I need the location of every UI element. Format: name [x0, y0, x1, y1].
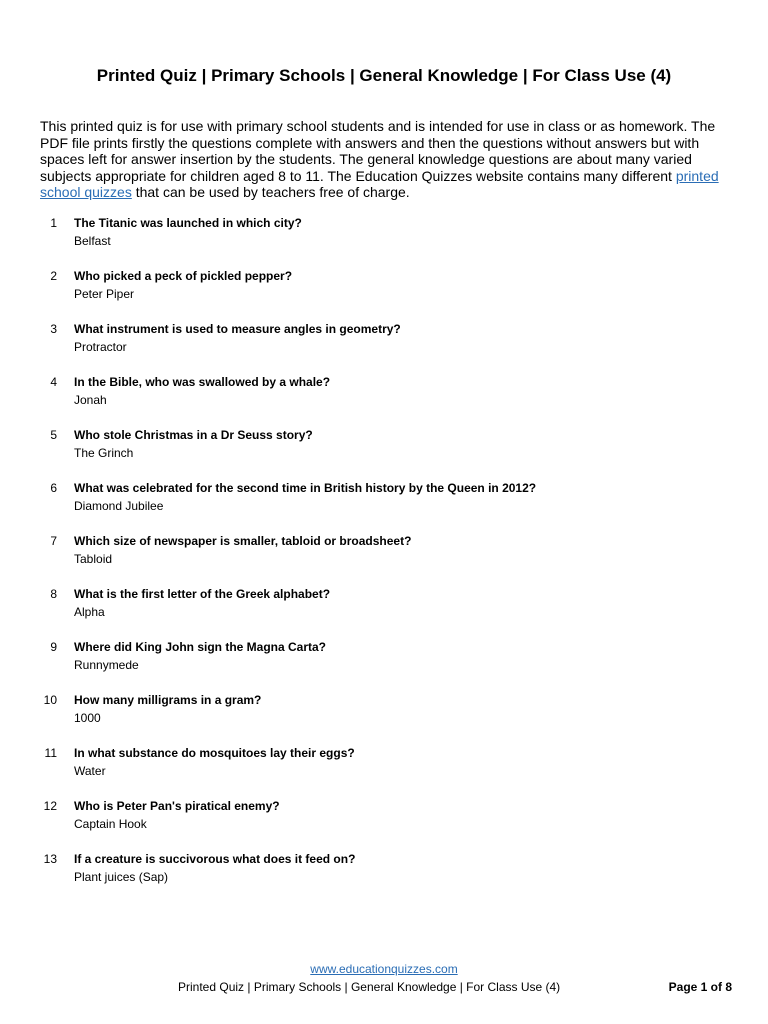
question-text: Who is Peter Pan's piratical enemy? — [74, 799, 280, 813]
printed-school-quizzes-link[interactable]: printed school quizzes — [40, 167, 719, 200]
question-item — [0, 322, 768, 375]
question-text: What is the first letter of the Greek alphabet? — [74, 587, 331, 601]
question-number: 12 — [43, 799, 57, 813]
question-item — [0, 587, 768, 640]
answer-text: The Grinch — [74, 446, 134, 460]
question-text: What was celebrated for the second time in British history by the Queen in 2012? — [74, 481, 537, 495]
question-item — [0, 428, 768, 481]
question-text: The Titanic was launched in which city? — [74, 216, 302, 230]
intro-text-end: that can be used by teachers free of charge. — [131, 184, 410, 200]
question-number: 9 — [50, 640, 57, 654]
question-text: What instrument is used to measure angles in geometry? — [74, 322, 401, 336]
question-number: 6 — [50, 481, 57, 495]
question-item — [0, 746, 768, 799]
question-number: 11 — [44, 746, 57, 760]
answer-text: 1000 — [74, 711, 101, 725]
answer-text: Protractor — [74, 340, 127, 354]
answer-text: Water — [74, 764, 106, 778]
answer-text: Alpha — [74, 605, 105, 619]
question-item — [0, 534, 768, 587]
question-item — [0, 693, 768, 746]
question-number: 2 — [50, 269, 57, 283]
answer-text: Runnymede — [74, 658, 139, 672]
question-item — [0, 640, 768, 693]
question-item — [0, 375, 768, 428]
answer-text: Jonah — [74, 393, 107, 407]
question-item — [0, 852, 768, 905]
question-text: In the Bible, who was swallowed by a whale? — [74, 375, 331, 389]
question-number: 3 — [50, 322, 57, 336]
footer-title: Printed Quiz | Primary Schools | General Knowledge | For Class Use (4) — [178, 980, 561, 994]
question-text: Who stole Christmas in a Dr Seuss story? — [74, 428, 313, 442]
question-item — [0, 799, 768, 852]
page-title: Printed Quiz | Primary Schools | General Knowledge | For Class Use (4) — [96, 66, 672, 85]
page-number: Page 1 of 8 — [668, 980, 732, 994]
question-item — [0, 269, 768, 322]
question-item — [0, 216, 768, 269]
answer-text: Tabloid — [74, 552, 113, 566]
question-text: In what substance do mosquitoes lay their eggs? — [74, 746, 355, 760]
answer-text: Belfast — [74, 234, 111, 248]
answer-text: Diamond Jubilee — [74, 499, 164, 513]
question-number: 4 — [50, 375, 57, 389]
intro-text-start: This printed quiz is for use with primary school students and is intended for use in class or as homework. The PDF file prints firstly the questions complete with answers and then the questions without answers but with spaces left for answer insertion by the students. The general knowledge questions are about many varied subjects appropriate for children aged 8 to 11. The Education Quizzes website contains many different — [40, 118, 716, 184]
question-text: Which size of newspaper is smaller, tabloid or broadsheet? — [74, 534, 412, 548]
question-text: If a creature is succivorous what does it feed on? — [74, 852, 356, 866]
question-number: 8 — [50, 587, 57, 601]
question-number: 13 — [43, 852, 57, 866]
question-list — [0, 216, 768, 905]
question-text: Who picked a peck of pickled pepper? — [74, 269, 293, 283]
question-number: 5 — [50, 428, 57, 442]
question-text: Where did King John sign the Magna Carta? — [74, 640, 327, 654]
answer-text: Plant juices (Sap) — [74, 870, 169, 884]
question-number: 1 — [50, 216, 57, 230]
intro-paragraph — [40, 118, 740, 201]
footer-website-link[interactable]: www.educationquizzes.com — [310, 962, 458, 976]
question-item — [0, 481, 768, 534]
question-number: 7 — [50, 534, 57, 548]
answer-text: Captain Hook — [74, 817, 147, 831]
question-number: 10 — [43, 693, 57, 707]
question-text: How many milligrams in a gram? — [74, 693, 262, 707]
answer-text: Peter Piper — [74, 287, 135, 301]
